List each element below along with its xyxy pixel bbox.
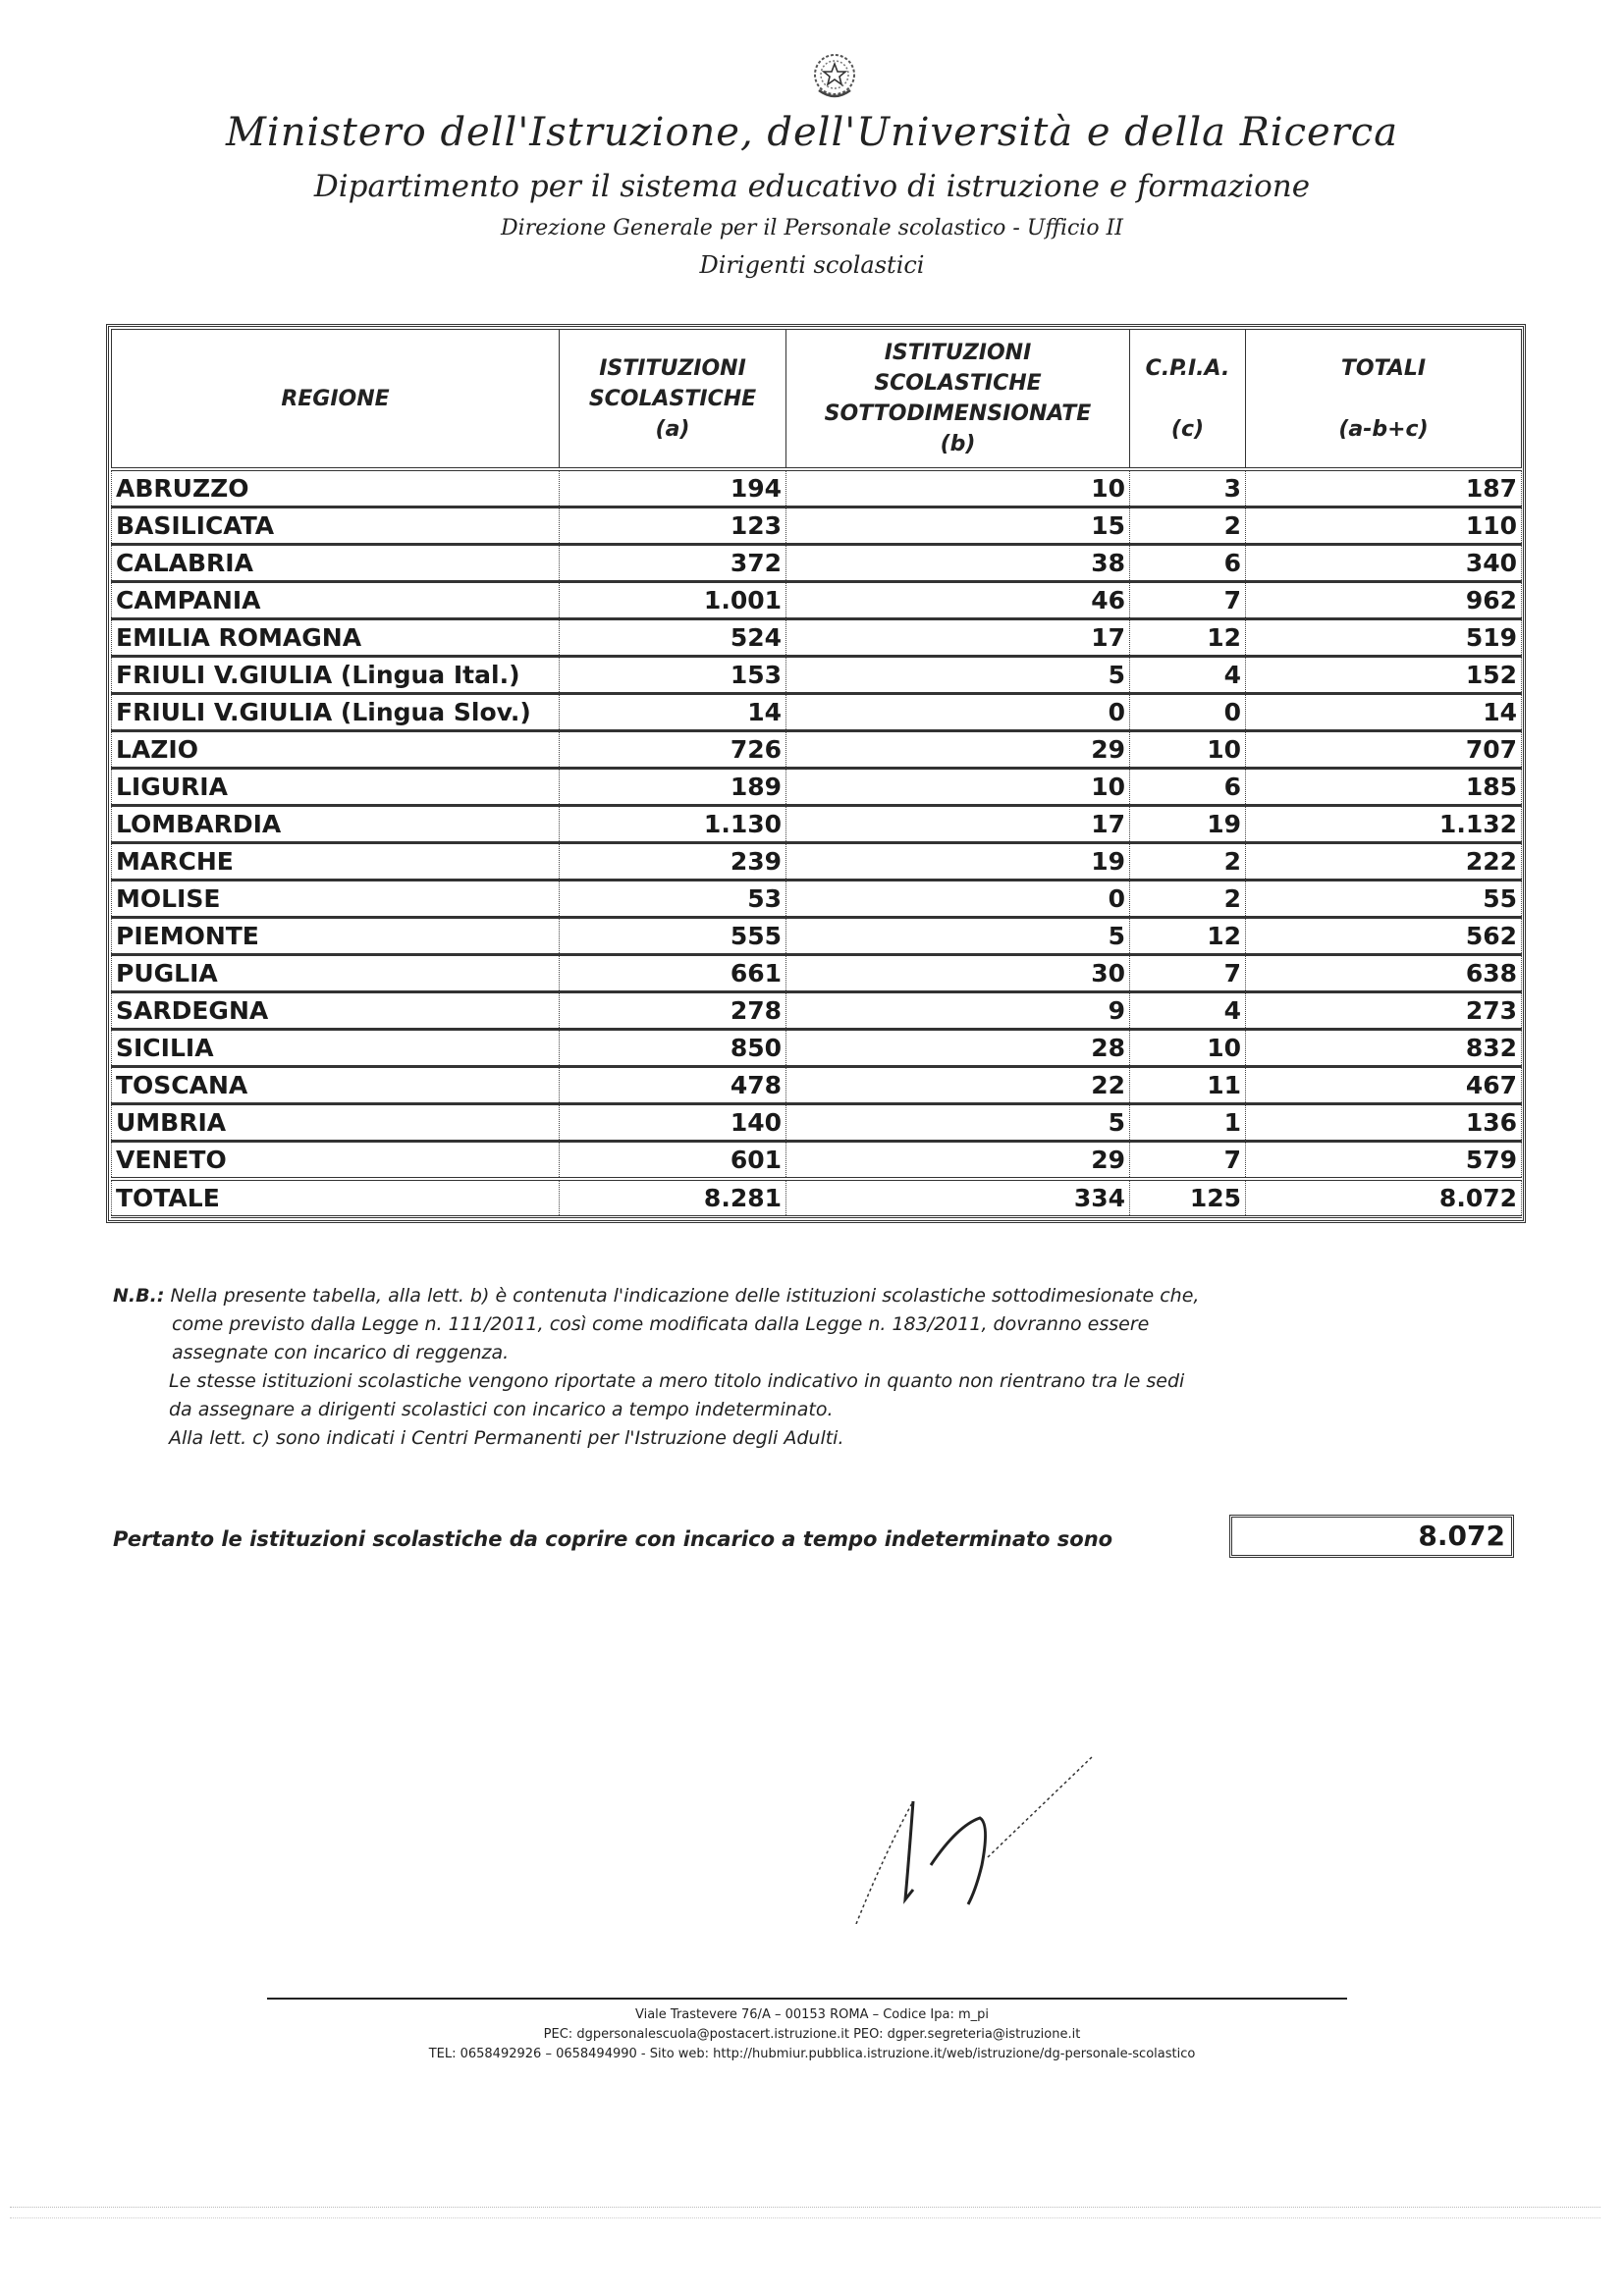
region-name: SARDEGNA	[112, 992, 560, 1030]
ministry-name: Ministero dell'Istruzione, dell'Università e della Ricerca	[225, 110, 1399, 155]
region-name: EMILIA ROMAGNA	[112, 619, 560, 657]
table-row	[112, 955, 1522, 992]
table-row	[112, 806, 1522, 843]
header-regione: REGIONE	[112, 330, 560, 470]
totale: 136	[1246, 1104, 1522, 1142]
total-c: 125	[1130, 1179, 1246, 1217]
istituzioni-a: 278	[560, 992, 786, 1030]
header-totali: TOTALI (a-b+c)	[1246, 330, 1522, 470]
institutions-table	[106, 324, 1526, 1223]
region-name: PUGLIA	[112, 955, 560, 992]
conclusion-total-box: 8.072	[1229, 1515, 1514, 1558]
notes-line-1: Nella presente tabella, alla lett. b) è contenuta l'indicazione delle istituzioni scolastiche sottodimesionate che,	[170, 1285, 1200, 1307]
table-row	[112, 1030, 1522, 1067]
notes-line-2: come previsto dalla Legge n. 111/2011, così come modificata dalla Legge n. 183/2011, dovranno essere	[172, 1313, 1150, 1335]
notes-line-3: assegnate con incarico di reggenza.	[172, 1342, 510, 1363]
istituzioni-a: 140	[560, 1104, 786, 1142]
notes-label: N.B.:	[113, 1285, 165, 1307]
table-row	[112, 694, 1522, 731]
istituzioni-a: 239	[560, 843, 786, 881]
sottodimensionate-b: 38	[786, 545, 1130, 582]
istituzioni-a: 478	[560, 1067, 786, 1104]
notes-line-5: da assegnare a dirigenti scolastici con incarico a tempo indeterminato.	[169, 1399, 834, 1420]
sottodimensionate-b: 29	[786, 1142, 1130, 1180]
table-row	[112, 918, 1522, 955]
region-name: UMBRIA	[112, 1104, 560, 1142]
totale: 519	[1246, 619, 1522, 657]
sottodimensionate-b: 5	[786, 918, 1130, 955]
region-name: SICILIA	[112, 1030, 560, 1067]
cpia-c: 12	[1130, 918, 1246, 955]
istituzioni-a: 189	[560, 769, 786, 806]
istituzioni-a: 153	[560, 657, 786, 694]
total-totale: 8.072	[1246, 1179, 1522, 1217]
cpia-c: 2	[1130, 507, 1246, 545]
cpia-c: 10	[1130, 1030, 1246, 1067]
cpia-c: 7	[1130, 955, 1246, 992]
total-b: 334	[786, 1179, 1130, 1217]
table-row	[112, 992, 1522, 1030]
table-header-row	[112, 330, 1522, 470]
cpia-c: 7	[1130, 1142, 1246, 1180]
region-name: CAMPANIA	[112, 582, 560, 619]
table-row	[112, 582, 1522, 619]
sottodimensionate-b: 5	[786, 1104, 1130, 1142]
region-name: ABRUZZO	[112, 469, 560, 507]
istituzioni-a: 661	[560, 955, 786, 992]
totale: 185	[1246, 769, 1522, 806]
table-row	[112, 1142, 1522, 1180]
table-row	[112, 1104, 1522, 1142]
table-row	[112, 619, 1522, 657]
table-row	[112, 1067, 1522, 1104]
conclusion-text: Pertanto le istituzioni scolastiche da coprire con incarico a tempo indeterminato sono	[113, 1527, 1113, 1551]
cpia-c: 0	[1130, 694, 1246, 731]
istituzioni-a: 726	[560, 731, 786, 769]
cpia-c: 2	[1130, 881, 1246, 918]
footer-contacts: TEL: 0658492926 – 0658494990 - Sito web: http://hubmiur.pubblica.istruzione.it/web/istruzione/dg-personale-scolastico	[428, 2047, 1196, 2061]
office-name: Dirigenti scolastici	[699, 251, 925, 279]
table-row	[112, 769, 1522, 806]
data-table	[111, 329, 1522, 1218]
sottodimensionate-b: 15	[786, 507, 1130, 545]
sottodimensionate-b: 46	[786, 582, 1130, 619]
cpia-c: 6	[1130, 545, 1246, 582]
handwritten-signature-icon	[844, 1708, 1100, 1924]
table-row	[112, 469, 1522, 507]
region-name: FRIULI V.GIULIA (Lingua Slov.)	[112, 694, 560, 731]
istituzioni-a: 555	[560, 918, 786, 955]
istituzioni-a: 1.001	[560, 582, 786, 619]
totale: 110	[1246, 507, 1522, 545]
istituzioni-a: 1.130	[560, 806, 786, 843]
sottodimensionate-b: 10	[786, 769, 1130, 806]
notes-section	[113, 1282, 1389, 1453]
table-row	[112, 881, 1522, 918]
totale: 55	[1246, 881, 1522, 918]
region-name: PIEMONTE	[112, 918, 560, 955]
table-row	[112, 545, 1522, 582]
region-name: CALABRIA	[112, 545, 560, 582]
header-cpia: C.P.I.A. (c)	[1130, 330, 1246, 470]
sottodimensionate-b: 22	[786, 1067, 1130, 1104]
region-name: LOMBARDIA	[112, 806, 560, 843]
totale: 707	[1246, 731, 1522, 769]
sottodimensionate-b: 29	[786, 731, 1130, 769]
istituzioni-a: 53	[560, 881, 786, 918]
cpia-c: 7	[1130, 582, 1246, 619]
total-label: TOTALE	[112, 1179, 560, 1217]
totale: 222	[1246, 843, 1522, 881]
totale: 962	[1246, 582, 1522, 619]
istituzioni-a: 14	[560, 694, 786, 731]
sottodimensionate-b: 17	[786, 806, 1130, 843]
sottodimensionate-b: 17	[786, 619, 1130, 657]
region-name: VENETO	[112, 1142, 560, 1180]
totale: 562	[1246, 918, 1522, 955]
cpia-c: 11	[1130, 1067, 1246, 1104]
sottodimensionate-b: 10	[786, 469, 1130, 507]
istituzioni-a: 194	[560, 469, 786, 507]
istituzioni-a: 601	[560, 1142, 786, 1180]
sottodimensionate-b: 19	[786, 843, 1130, 881]
totale: 273	[1246, 992, 1522, 1030]
region-name: TOSCANA	[112, 1067, 560, 1104]
scan-artifact-line	[10, 2207, 1600, 2218]
table-row	[112, 731, 1522, 769]
notes-line-4: Le stesse istituzioni scolastiche vengono riportate a mero titolo indicativo in quanto non rientrano tra le sedi	[169, 1370, 1185, 1392]
totale: 832	[1246, 1030, 1522, 1067]
footer-emails: PEC: dgpersonalescuola@postacert.istruzione.it PEO: dgper.segreteria@istruzione.it	[543, 2027, 1081, 2042]
cpia-c: 6	[1130, 769, 1246, 806]
cpia-c: 4	[1130, 992, 1246, 1030]
totale: 187	[1246, 469, 1522, 507]
sottodimensionate-b: 0	[786, 694, 1130, 731]
sottodimensionate-b: 5	[786, 657, 1130, 694]
totale: 467	[1246, 1067, 1522, 1104]
istituzioni-a: 123	[560, 507, 786, 545]
region-name: MOLISE	[112, 881, 560, 918]
table-row	[112, 843, 1522, 881]
totale: 14	[1246, 694, 1522, 731]
header-istituzioni-scolastiche: ISTITUZIONI SCOLASTICHE (a)	[560, 330, 786, 470]
region-name: MARCHE	[112, 843, 560, 881]
cpia-c: 4	[1130, 657, 1246, 694]
totale: 638	[1246, 955, 1522, 992]
sottodimensionate-b: 30	[786, 955, 1130, 992]
istituzioni-a: 850	[560, 1030, 786, 1067]
footer-address: Viale Trastevere 76/A – 00153 ROMA – Codice Ipa: m_pi	[635, 2007, 989, 2022]
region-name: BASILICATA	[112, 507, 560, 545]
table-total-row	[112, 1179, 1522, 1217]
istituzioni-a: 524	[560, 619, 786, 657]
header-sottodimensionate: ISTITUZIONI SCOLASTICHE SOTTODIMENSIONATE (b)	[786, 330, 1130, 470]
cpia-c: 2	[1130, 843, 1246, 881]
region-name: LAZIO	[112, 731, 560, 769]
sottodimensionate-b: 28	[786, 1030, 1130, 1067]
total-a: 8.281	[560, 1179, 786, 1217]
region-name: LIGURIA	[112, 769, 560, 806]
cpia-c: 19	[1130, 806, 1246, 843]
sottodimensionate-b: 9	[786, 992, 1130, 1030]
totale: 1.132	[1246, 806, 1522, 843]
directorate-name: Direzione Generale per il Personale scolastico - Ufficio II	[501, 216, 1123, 240]
italian-republic-emblem-icon	[811, 51, 858, 102]
table-row	[112, 507, 1522, 545]
cpia-c: 3	[1130, 469, 1246, 507]
region-name: FRIULI V.GIULIA (Lingua Ital.)	[112, 657, 560, 694]
istituzioni-a: 372	[560, 545, 786, 582]
totale: 340	[1246, 545, 1522, 582]
totale: 579	[1246, 1142, 1522, 1180]
sottodimensionate-b: 0	[786, 881, 1130, 918]
department-name: Dipartimento per il sistema educativo di istruzione e formazione	[313, 169, 1311, 204]
cpia-c: 1	[1130, 1104, 1246, 1142]
notes-line-6: Alla lett. c) sono indicati i Centri Permanenti per l'Istruzione degli Adulti.	[169, 1427, 844, 1449]
table-row	[112, 657, 1522, 694]
footer-divider	[267, 1998, 1347, 2000]
totale: 152	[1246, 657, 1522, 694]
cpia-c: 12	[1130, 619, 1246, 657]
cpia-c: 10	[1130, 731, 1246, 769]
